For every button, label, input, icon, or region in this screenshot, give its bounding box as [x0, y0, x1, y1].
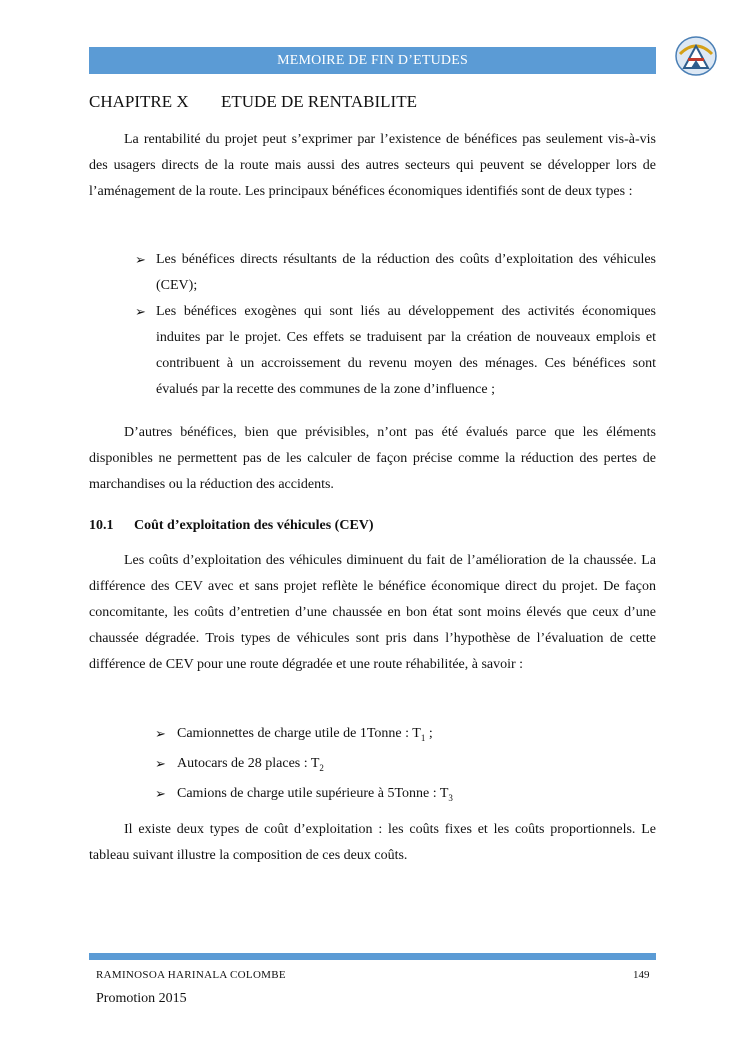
- school-logo-icon: [674, 34, 718, 78]
- list-item: [135, 299, 656, 403]
- vehicle-subscript: 2: [319, 762, 324, 773]
- chapter-title: ETUDE DE RENTABILITE: [221, 92, 417, 111]
- arrow-bullet-icon: ➢: [155, 755, 166, 771]
- list-item: [155, 781, 656, 811]
- section-heading: [89, 518, 374, 534]
- closing-block: [89, 817, 656, 869]
- header-title: MEMOIRE DE FIN D’ETUDES: [277, 52, 468, 68]
- footer-bar: [89, 953, 656, 960]
- benefits-list: [135, 247, 656, 403]
- section-title: Coût d’exploitation des véhicules (CEV): [134, 518, 374, 533]
- other-benefits-paragraph: D’autres bénéfices, bien que prévisibles, n’ont pas été évalués parce que les éléments disponibles ne permettent pas de les calculer de façon précise comme la réduction des pertes de marchandises ou la réduction des accidents.: [89, 425, 656, 492]
- list-item: [135, 247, 656, 299]
- page-number: 149: [633, 969, 650, 981]
- vehicle-subscript: 1: [420, 732, 426, 743]
- cev-block: [89, 548, 656, 678]
- intro-paragraph: La rentabilité du projet peut s’exprimer par l’existence de bénéfices pas seulement vis-à-vis des usagers directs de la route mais aussi des autres secteurs qui peuvent se développer lors de l’aménagement de la route. Les principaux bénéfices économiques identifiés sont de deux types :: [89, 132, 656, 199]
- closing-paragraph: Il existe deux types de coût d’exploitation : les coûts fixes et les coûts proportionnels. Le tableau suivant illustre la composition de ces deux coûts.: [89, 822, 656, 863]
- vehicle-suffix: ;: [425, 726, 433, 741]
- vehicle-subscript: 3: [448, 792, 453, 803]
- header-bar: [89, 47, 656, 74]
- list-item: [155, 751, 656, 781]
- cev-paragraph: Les coûts d’exploitation des véhicules diminuent du fait de l’amélioration de la chaussée. La différence des CEV avec et sans projet reflète le bénéfice économique direct du projet. De façon concomitante, les coûts d’entretien d’une chaussée en bon état sont moins élevés que ceux d’une chaussée dégradée. Trois types de véhicules sont pris dans l’hypothèse de l’évaluation de cette différence de CEV pour une route dégradée et une route réhabilitée, à savoir :: [89, 553, 656, 672]
- section-number: 10.1: [89, 518, 114, 533]
- arrow-bullet-icon: ➢: [155, 726, 166, 741]
- benefit-text: Les bénéfices exogènes qui sont liés au développement des activités économiques induites par le projet. Ces effets se traduisent par la création de nouveaux emplois et contribuent à un accroissement du revenu moyen des ménages. Ces bénéfices sont évalués par la recette des communes de la zone d’influence ;: [156, 304, 656, 397]
- vehicle-text: Camions de charge utile supérieure à 5Tonne : T: [177, 785, 449, 801]
- list-item: [155, 721, 656, 751]
- arrow-bullet-icon: ➢: [135, 252, 146, 267]
- arrow-bullet-icon: ➢: [155, 785, 166, 801]
- benefit-text: Les bénéfices directs résultants de la réduction des coûts d’exploitation des véhicules (CEV);: [156, 252, 656, 293]
- other-benefits-block: [89, 420, 656, 498]
- footer-author: RAMINOSOA HARINALA COLOMBE: [96, 969, 286, 981]
- vehicle-text: Autocars de 28 places : T: [177, 755, 320, 771]
- chapter-number: CHAPITRE X: [89, 92, 189, 111]
- arrow-bullet-icon: ➢: [135, 304, 146, 319]
- intro-block: [89, 127, 656, 205]
- chapter-heading: [89, 92, 417, 112]
- vehicles-list: [155, 721, 656, 810]
- vehicle-text: Camionnettes de charge utile de 1Tonne : T: [177, 726, 421, 741]
- footer-promotion: Promotion 2015: [96, 991, 187, 1006]
